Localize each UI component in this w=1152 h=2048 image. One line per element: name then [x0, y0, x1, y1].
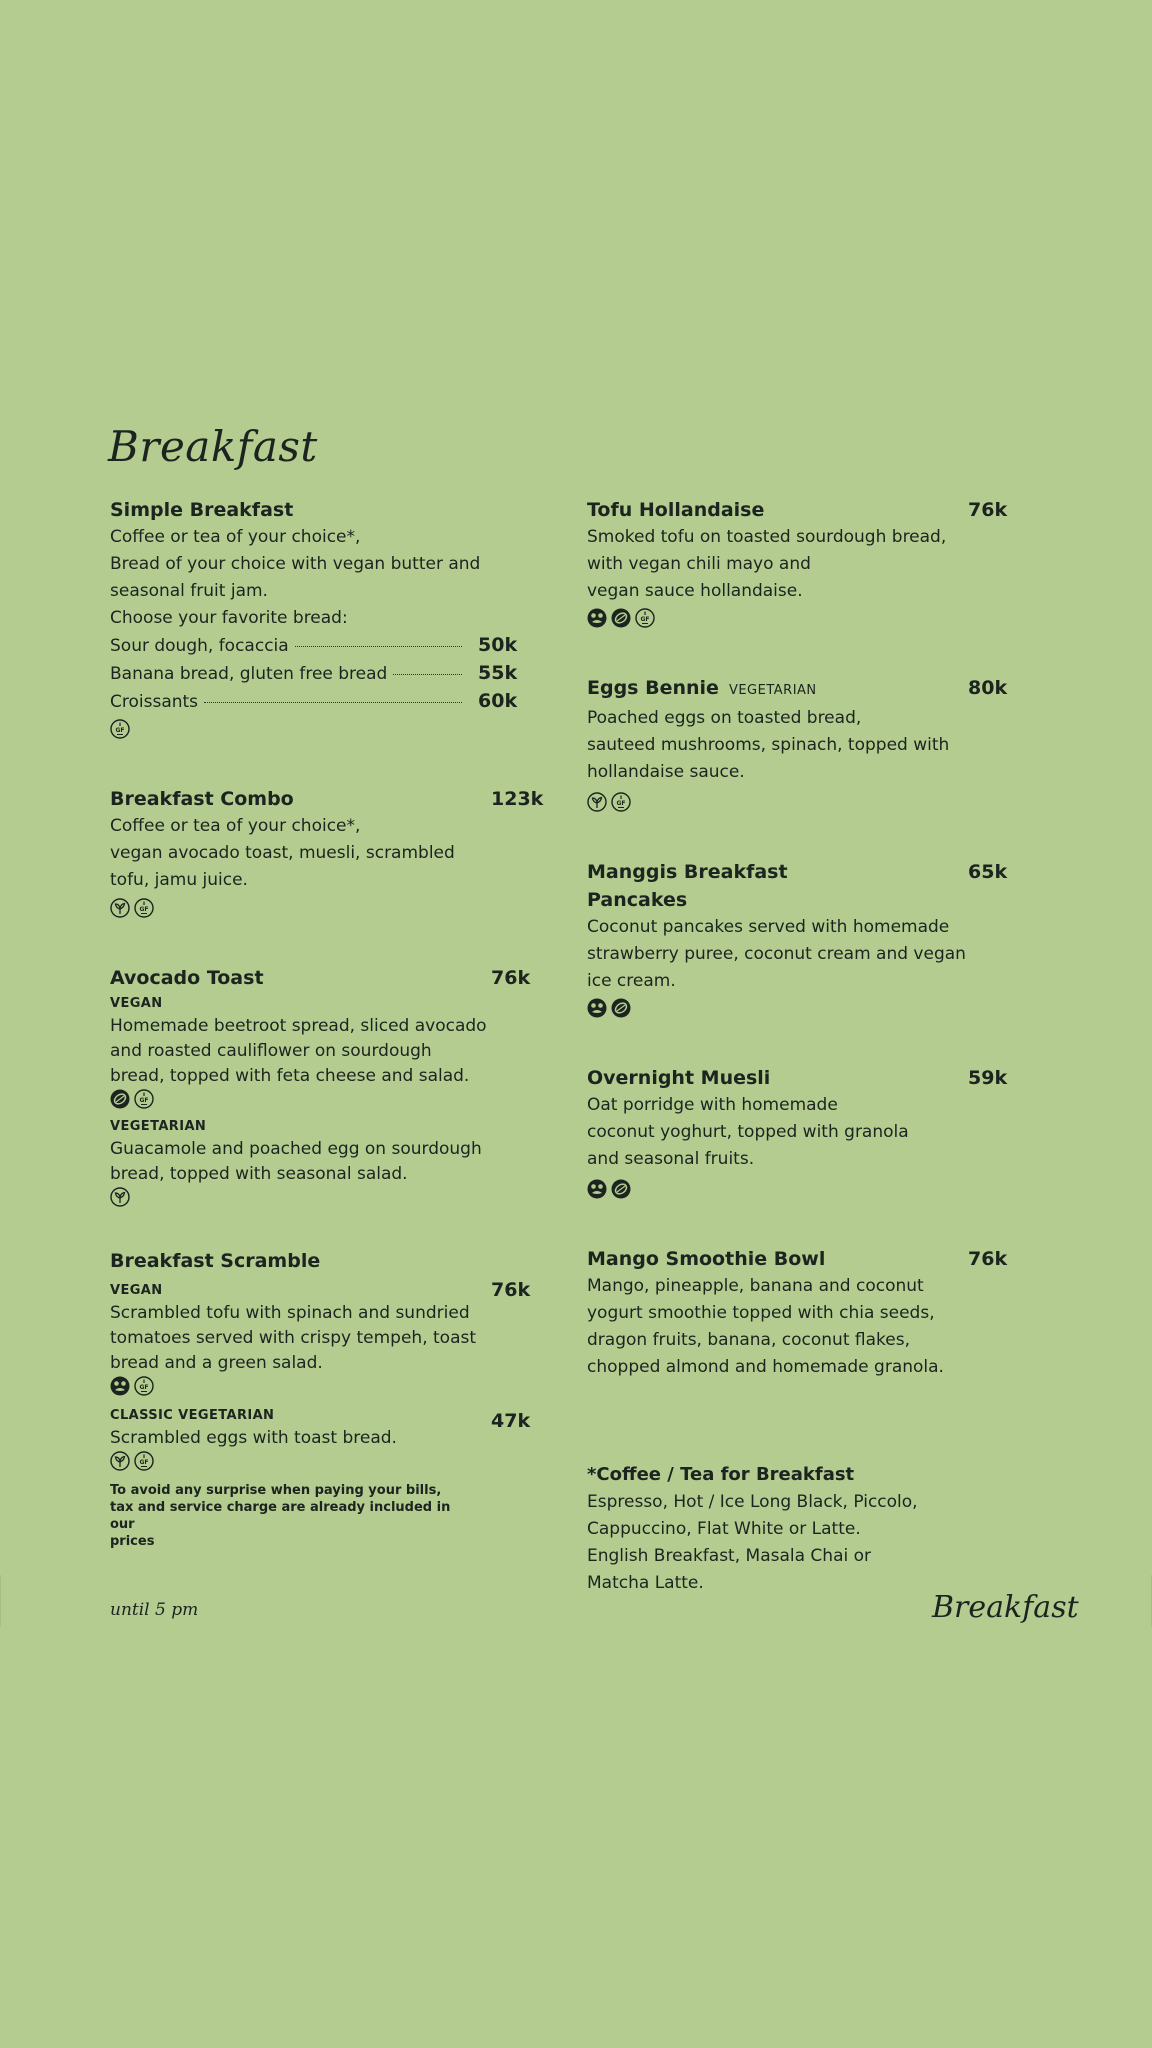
mango-smoothie-bowl	[587, 1245, 1008, 1381]
item-description: bread, topped with feta cheese and salad.	[110, 1066, 470, 1086]
gluten-free-icon	[611, 792, 631, 812]
leader-dots	[295, 646, 462, 647]
eggs-bennie	[587, 674, 1008, 812]
vegetarian-icon	[110, 898, 130, 918]
item-price: 76k	[491, 967, 531, 989]
item-description: bread, topped with seasonal salad.	[110, 1164, 408, 1184]
variant-label: VEGAN	[110, 996, 163, 1011]
item-description: chopped almond and homemade granola.	[587, 1357, 944, 1377]
simple-breakfast	[110, 496, 540, 739]
item-description: Scrambled eggs with toast bread.	[110, 1428, 397, 1448]
item-description: Smoked tofu on toasted sourdough bread,	[587, 527, 947, 547]
diet-icons	[587, 608, 1004, 628]
vegetarian-icon	[587, 792, 607, 812]
diet-icons	[110, 1451, 540, 1471]
item-description: Oat porridge with homemade	[587, 1095, 838, 1115]
item-name: Pancakes	[587, 889, 688, 911]
item-price: 65k	[968, 861, 1008, 883]
item-name: Manggis Breakfast	[587, 861, 788, 883]
item-description: Coffee or tea of your choice*,	[110, 816, 361, 836]
diet-icons	[587, 998, 1004, 1018]
footer-title: Breakfast	[932, 1590, 1079, 1625]
item-description: Homemade beetroot spread, sliced avocado	[110, 1016, 487, 1036]
leader-dots	[393, 674, 462, 675]
menu-title: Breakfast	[108, 422, 318, 471]
item-name: Overnight Muesli	[587, 1067, 771, 1089]
manggis-pancakes	[587, 858, 1008, 1018]
item-name: *Coffee / Tea for Breakfast	[587, 1464, 855, 1485]
item-description: Coffee or tea of your choice*,	[110, 527, 361, 547]
item-description: English Breakfast, Masala Chai or	[587, 1546, 872, 1566]
item-description: Choose your favorite bread:	[110, 608, 348, 628]
item-description: bread and a green salad.	[110, 1353, 323, 1373]
item-description: ice cream.	[587, 971, 676, 991]
bread-option-price: 55k	[478, 662, 518, 684]
overnight-muesli	[587, 1064, 1008, 1199]
diet-icons	[587, 792, 1004, 812]
item-price: 123k	[491, 788, 544, 810]
nut-icon	[611, 1179, 631, 1199]
bread-option-row	[110, 688, 540, 716]
item-description: Bread of your choice with vegan butter and	[110, 554, 481, 574]
bread-option-label: Banana bread, gluten free bread	[110, 664, 388, 684]
vegan-icon	[587, 1179, 607, 1199]
item-description: hollandaise sauce.	[587, 762, 745, 782]
item-description: strawberry puree, coconut cream and vegan	[587, 944, 966, 964]
hours-note: until 5 pm	[110, 1600, 199, 1620]
diet-icons	[110, 898, 540, 918]
nut-icon	[110, 1089, 130, 1109]
right-column	[587, 496, 1008, 1597]
vegan-icon	[587, 998, 607, 1018]
item-description: Poached eggs on toasted bread,	[587, 708, 862, 728]
item-price: 59k	[968, 1067, 1008, 1089]
variant-label: VEGAN	[110, 1283, 163, 1298]
item-price: 76k	[968, 499, 1008, 521]
item-description: tomatoes served with crispy tempeh, toast	[110, 1328, 477, 1348]
item-description: Mango, pineapple, banana and coconut	[587, 1276, 924, 1296]
nut-icon	[611, 998, 631, 1018]
item-description: with vegan chili mayo and	[587, 554, 811, 574]
item-price: 76k	[968, 1248, 1008, 1270]
vegetarian-icon	[110, 1451, 130, 1471]
tax-note-line: To avoid any surprise when paying your bills,	[110, 1483, 442, 1498]
vegetarian-icon	[110, 1187, 130, 1207]
leader-dots	[204, 702, 462, 703]
tofu-hollandaise	[587, 496, 1008, 628]
tax-note	[110, 1482, 470, 1550]
coffee-tea-info	[587, 1461, 1004, 1597]
item-name	[587, 674, 1004, 705]
item-description: and seasonal fruits.	[587, 1149, 755, 1169]
diet-icons	[110, 1376, 540, 1396]
diet-icons	[110, 1089, 540, 1109]
item-name: Simple Breakfast	[110, 499, 294, 521]
vegan-icon	[110, 1376, 130, 1396]
item-description: Matcha Latte.	[587, 1573, 704, 1593]
diet-icons	[587, 1179, 1004, 1199]
item-description: dragon fruits, banana, coconut flakes,	[587, 1330, 910, 1350]
bread-option-label: Croissants	[110, 692, 199, 712]
item-name: Breakfast Scramble	[110, 1250, 321, 1272]
tax-note-line: prices	[110, 1534, 155, 1549]
item-description: Espresso, Hot / Ice Long Black, Piccolo,	[587, 1492, 918, 1512]
nut-icon	[611, 608, 631, 628]
item-price: 80k	[968, 677, 1008, 699]
item-description: sauteed mushrooms, spinach, topped with	[587, 735, 950, 755]
avocado-toast	[110, 964, 540, 1207]
variant-tag: VEGETARIAN	[728, 683, 817, 698]
diet-icons	[110, 719, 540, 739]
variant-price: 47k	[491, 1410, 531, 1432]
item-description: vegan sauce hollandaise.	[587, 581, 803, 601]
item-description: Scrambled tofu with spinach and sundried	[110, 1303, 470, 1323]
bread-option-row	[110, 632, 540, 660]
bread-option-price: 50k	[478, 634, 518, 656]
gluten-free-icon	[635, 608, 655, 628]
item-description: vegan avocado toast, muesli, scrambled	[110, 843, 455, 863]
left-column	[110, 496, 544, 1471]
item-name: Mango Smoothie Bowl	[587, 1248, 826, 1270]
item-name: Breakfast Combo	[110, 788, 294, 810]
gluten-free-icon	[134, 1451, 154, 1471]
breakfast-combo	[110, 785, 544, 918]
bread-option-row	[110, 660, 540, 688]
item-description: yogurt smoothie topped with chia seeds,	[587, 1303, 935, 1323]
variant-label: CLASSIC VEGETARIAN	[110, 1408, 275, 1423]
item-name: Tofu Hollandaise	[587, 499, 765, 521]
bread-option-label: Sour dough, focaccia	[110, 636, 289, 656]
item-description: Coconut pancakes served with homemade	[587, 917, 950, 937]
gluten-free-icon	[134, 1089, 154, 1109]
variant-label: VEGETARIAN	[110, 1119, 207, 1134]
diet-icons	[110, 1187, 540, 1207]
vegan-icon	[587, 608, 607, 628]
gluten-free-icon	[110, 719, 130, 739]
variant-price: 76k	[491, 1279, 531, 1301]
tax-note-line: tax and service charge are already included in our	[110, 1500, 451, 1532]
item-description: Guacamole and poached egg on sourdough	[110, 1139, 482, 1159]
gluten-free-icon	[134, 1376, 154, 1396]
gluten-free-icon	[134, 898, 154, 918]
item-name: Avocado Toast	[110, 967, 264, 989]
item-description: tofu, jamu juice.	[110, 870, 248, 890]
item-description: coconut yoghurt, topped with granola	[587, 1122, 909, 1142]
item-name-text: Eggs Bennie	[587, 677, 719, 699]
bread-option-price: 60k	[478, 690, 518, 712]
item-description: Cappuccino, Flat White or Latte.	[587, 1519, 861, 1539]
item-description: seasonal fruit jam.	[110, 581, 268, 601]
breakfast-scramble	[110, 1247, 540, 1471]
item-description: and roasted cauliflower on sourdough	[110, 1041, 432, 1061]
